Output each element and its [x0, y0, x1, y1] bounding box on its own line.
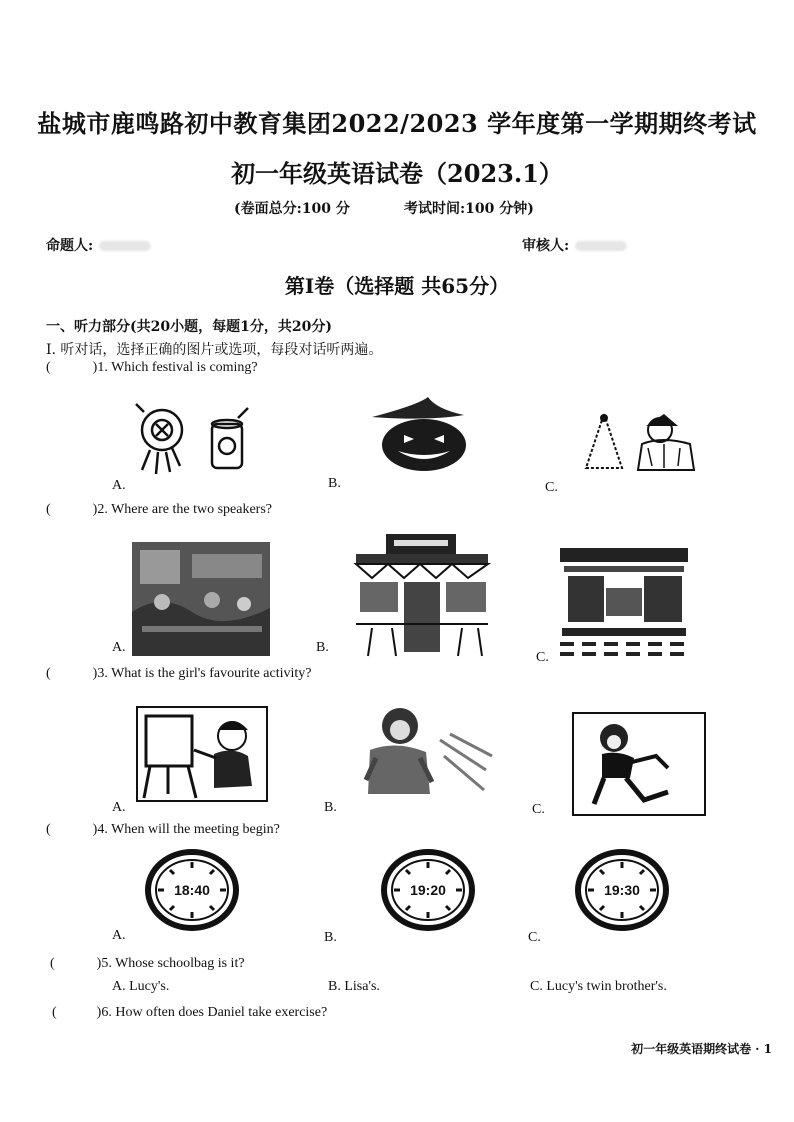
option-c[interactable]: C. [528, 930, 541, 945]
page-footer: 初一年级英语期终试卷 · 1 [631, 1042, 772, 1056]
clock-1840 [144, 848, 240, 932]
reviewer [522, 235, 627, 255]
instruction: I. 听对话，选择正确的图片或选项，每段对话听两遍。 [46, 342, 383, 358]
restaurant-photo [352, 532, 492, 660]
lantern-drink-image [132, 398, 256, 478]
answer-bracket[interactable]: ( [46, 666, 51, 681]
answer-bracket[interactable]: ( [46, 360, 51, 375]
question-text: )1. Which festival is coming? [92, 360, 258, 375]
option-b[interactable]: B. [324, 800, 337, 815]
option-a[interactable]: A. [112, 478, 126, 493]
question-text: )2. Where are the two speakers? [92, 502, 272, 517]
exam-title: 盐城市鹿鸣路初中教育集团2022/2023 学年度第一学期期终考试 [37, 109, 757, 138]
singing-image [356, 700, 496, 796]
question-text: )3. What is the girl's favourite activity? [92, 666, 312, 681]
answer-bracket[interactable]: ( [50, 956, 55, 971]
total-score: (卷面总分:100 分 [234, 201, 350, 217]
question-3 [46, 666, 311, 682]
option-a[interactable]: A. [112, 800, 126, 815]
pumpkin-image [368, 395, 480, 475]
question-text: )6. How often does Daniel take exercise? [96, 1005, 328, 1020]
question-2 [46, 502, 272, 518]
question-4 [46, 822, 280, 838]
answer-bracket[interactable]: ( [46, 822, 51, 837]
exam-time: 考试时间:100 分钟) [404, 201, 534, 217]
question-text: )4. When will the meeting begin? [92, 822, 280, 837]
option-a[interactable]: A. Lucy's. [112, 979, 170, 994]
part-title: 一、听力部分(共20小题，每题1分，共20分) [46, 319, 332, 335]
question-5 [50, 956, 245, 972]
clock-time: 19:20 [410, 882, 446, 898]
option-c[interactable]: C. [545, 480, 558, 495]
clock-time: 19:30 [604, 882, 640, 898]
redacted-name [575, 241, 627, 251]
clock-time: 18:40 [174, 882, 210, 898]
christmas-image [582, 410, 710, 472]
option-b[interactable]: B. [324, 930, 337, 945]
setter-label: 命题人: [46, 238, 94, 254]
option-c[interactable]: C. Lucy's twin brother's. [530, 979, 667, 994]
option-a[interactable]: A. [112, 640, 126, 655]
answer-bracket[interactable]: ( [46, 502, 51, 517]
option-b[interactable]: B. Lisa's. [328, 979, 380, 994]
section-title: 第Ⅰ卷（选择题 共65分） [284, 274, 510, 298]
clock-1930 [574, 848, 670, 932]
option-b[interactable]: B. [316, 640, 329, 655]
redacted-name [99, 241, 151, 251]
setter [46, 235, 151, 255]
answer-bracket[interactable]: ( [52, 1005, 57, 1020]
street-photo [560, 548, 688, 660]
reviewer-label: 审核人: [522, 238, 570, 254]
option-a[interactable]: A. [112, 928, 126, 943]
classroom-photo [132, 542, 270, 656]
option-c[interactable]: C. [536, 650, 549, 665]
question-6 [52, 1005, 327, 1021]
painting-image [136, 706, 268, 802]
exam-subtitle: 初一年级英语试卷（2023.1） [231, 159, 563, 188]
question-1 [46, 360, 258, 376]
running-image [572, 712, 706, 816]
question-text: )5. Whose schoolbag is it? [96, 956, 245, 971]
option-c[interactable]: C. [532, 802, 545, 817]
clock-1920 [380, 848, 476, 932]
option-b[interactable]: B. [328, 476, 341, 491]
